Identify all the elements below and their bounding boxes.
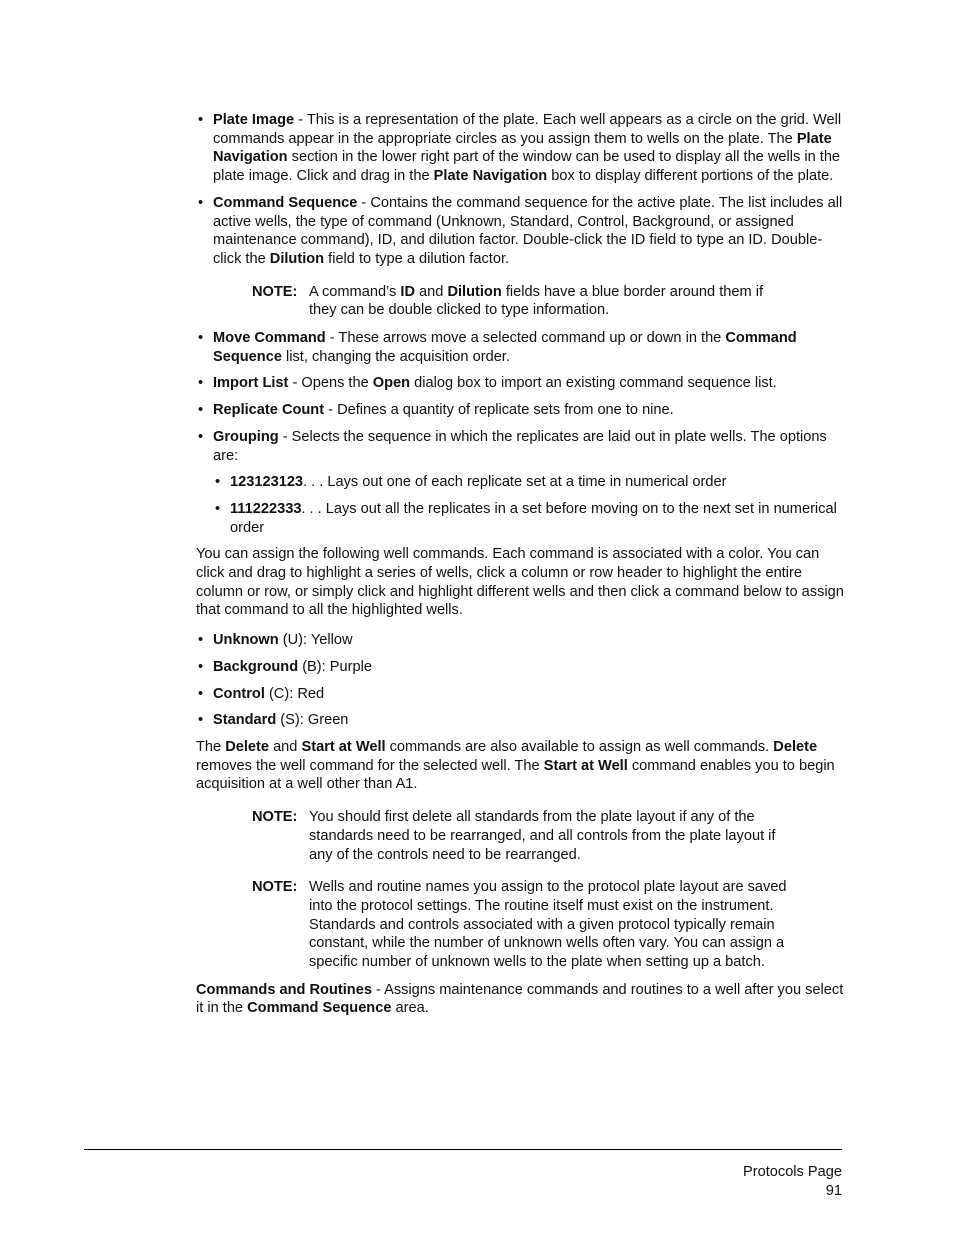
page-number: 91: [825, 1182, 842, 1199]
page-footer: [743, 1163, 842, 1200]
list-item-plate-image: • Plate Image - This is a representation of the plate. Each well appears as a circle on the grid. Well commands appear in the appropriate circles as you assign them to wells on the plate. The Plate Navigation section in the lower right part of the window can be used to display all the wells in the plate image. Click and drag in the Plate Navigation box to display different portions of the plate.: [196, 111, 844, 186]
note-routine-names: NOTE: Wells and routine names you assign to the protocol plate layout are saved into the protocol settings. The routine itself must exist on the instrument. Standards and controls associated with a given protocol typically remain constant, while the number of unknown wells often vary. You can assign a specific number of unknown wells to the plate when setting up a batch.: [252, 879, 787, 971]
paragraph-delete-start-at-well: The Delete and Start at Well commands are also available to assign as well commands. Delete removes the well command for the selected well. The Start at Well command enables you to begin acquisition at a well other than A1.: [196, 738, 835, 793]
footer-divider: [84, 1149, 842, 1150]
list-item-standard: • Standard (S): Green: [196, 711, 844, 730]
list-item-command-sequence: • Command Sequence - Contains the command sequence for the active plate. The list includes all active wells, the type of command (Unknown, Standard, Control, Background, or assigned maintenance command), ID, and dilution factor. Double-click the ID field to type an ID. Double-click the Dilution field to type a dilution factor.: [196, 194, 844, 269]
page-body: [196, 111, 844, 1029]
list-item-grouping: • Grouping - Selects the sequence in which the replicates are laid out in plate wells. The options are:: [196, 428, 844, 465]
sub-list-item-111222333: • 111222333. . . Lays out all the replicates in a set before moving on to the next set in numerical order: [213, 500, 844, 537]
list-item-control: • Control (C): Red: [196, 685, 844, 704]
list-item-replicate-count: • Replicate Count - Defines a quantity of replicate sets from one to nine.: [196, 401, 844, 420]
list-item-unknown: • Unknown (U): Yellow: [196, 631, 844, 650]
paragraph-commands-routines: Commands and Routines - Assigns maintenance commands and routines to a well after you select it in the Command Sequence area.: [196, 981, 844, 1017]
list-item-background: • Background (B): Purple: [196, 658, 844, 677]
list-item-import-list: • Import List - Opens the Open dialog box to import an existing command sequence list.: [196, 374, 844, 393]
footer-section-label: Protocols Page: [743, 1164, 842, 1180]
note-id-dilution: NOTE: A command’s ID and Dilution fields have a blue border around them if they can be double clicked to type information.: [252, 283, 763, 319]
sub-list-item-123123123: • 123123123. . . Lays out one of each replicate set at a time in numerical order: [213, 473, 844, 492]
note-delete-standards: NOTE: You should first delete all standards from the plate layout if any of the standards need to be rearranged, and all controls from the plate layout if any of the controls need to be rearranged.: [252, 809, 776, 863]
paragraph-well-commands: You can assign the following well commands. Each command is associated with a color. You can click and drag to highlight a series of wells, click a column or row header to highlight the entire column or row, or simply click and highlight different wells and then click a command below to assign that command to all the highlighted wells.: [196, 546, 844, 619]
list-item-move-command: • Move Command - These arrows move a selected command up or down in the Command Sequence list, changing the acquisition order.: [196, 329, 844, 366]
